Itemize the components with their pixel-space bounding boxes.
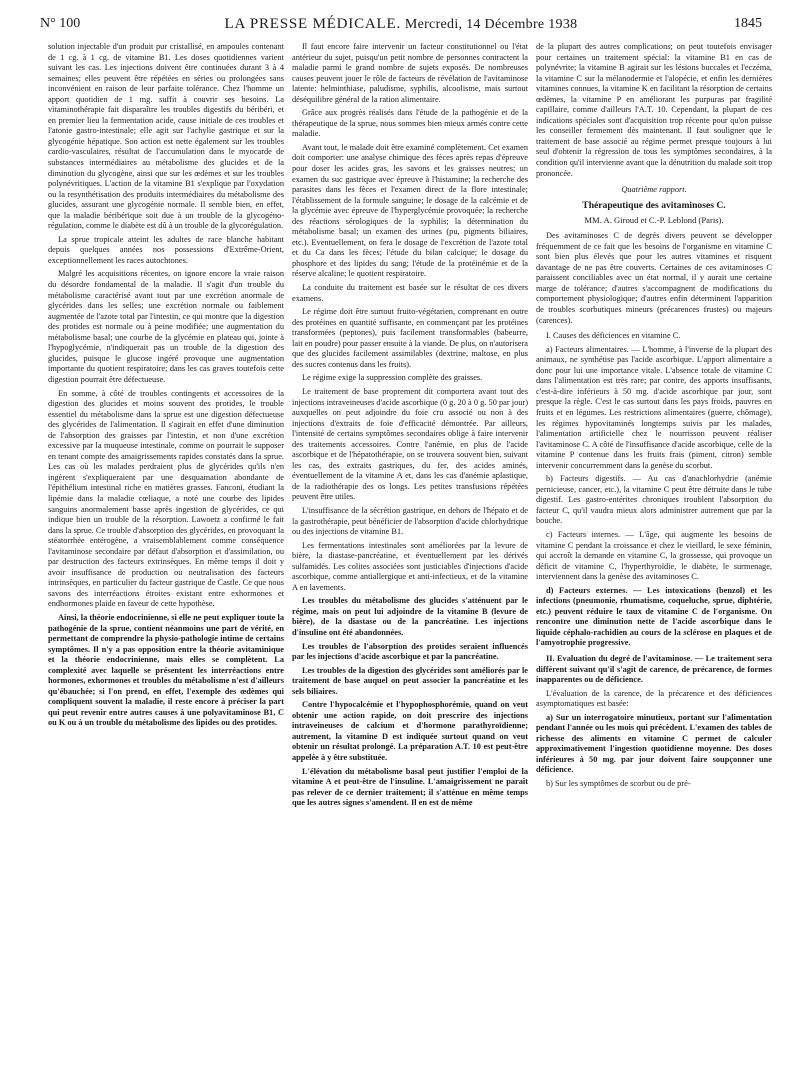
paragraph: a) Sur un interrogatoire minutieux, portant sur l'alimentation pendant l'année ou les mois qui précèdent. L'examen des tables de richesse des aliments en vitamine C permet de calculer approximativement l'ingestion quotidienne moyenne. Des doses inférieures à 50 mg. par jour doivent faire soupçonner une déficience. <box>536 712 772 775</box>
paragraph: a) Facteurs alimentaires. — L'homme, à l'inverse de la plupart des animaux, ne synthétise pas l'acide ascorbique. L'apport alimentaire a donc pour lui une importance vitale. L'absence totale de vitamine C dans l'alimentation est très rare; par contre, des apports insuffisants, c'est-à-dire inférieurs à 50 mg. d'acide ascorbique par jour, sont presque la règle. C'est le cas surtout dans les pays froids, pauvres en fruits et en légumes. Les restrictions alimentaires (guerre, chômage), les régimes hypovitaminés longtemps suivis par les malades, l'alimentation artificielle chez le nourrisson peuvent réaliser l'avitaminose C. A côté de l'insuffisance d'acide ascorbique, celle de la vitamine P contenue dans les fruits frais (piment, citron) semble intervenir concurremment dans la genèse du scorbut. <box>536 344 772 470</box>
column-middle <box>292 42 528 1078</box>
paragraph: Les troubles du métabolisme des glucides s'atténuent par le régime, mais on peut lui adjoindre de la vitamine B (levure de bière), de la diastase ou de la pancréatine. Les injections d'insuline ont été abandonnées. <box>292 596 528 637</box>
column-right <box>536 42 772 1078</box>
report-authors: MM. A. Giroud et C.-P. Leblond (Paris). <box>584 214 724 225</box>
paragraph: b) Sur les symptômes de scorbut ou de pré- <box>546 779 691 788</box>
page-number: 1845 <box>734 16 762 31</box>
paragraph: Il faut encore faire intervenir un facteur constitutionnel ou l'état antérieur du sujet, puisqu'un petit nombre de personnes contractent la maladie parmi le grand nombre de sujets exposés. De nombreuses causes peuvent jouer le rôle de facteurs de révélation de l'avitaminose latente: helminthiase, paludisme, syphilis, alcoolisme, mais surtout déséquilibre général de la ration alimentaire. <box>292 42 528 104</box>
paragraph: Le régime doit être surtout fruito-végétarien, comprenant en outre des protéines en quantité suffisante, en commençant par les protéines transformées (peptones), puis facilement transformables (babeurre, lait en poudre) pour passer ensuite à la viande. De plus, on n'autorisera que des glucides facilement assimilables (dextrine, maltose, en plus des sucres contenus dans les fruits). <box>292 307 528 369</box>
paragraph: La sprue tropicale atteint les adultes de race blanche habitant depuis quelques années nos possessions d'Extrême-Orient, exceptionnellement les races autochtones. <box>48 234 284 265</box>
paragraph: de la plupart des autres complications; on peut toutefois envisager pour certaines un traitement spécial: la vitamine B1 en cas de polynévrite; la vitamine B agirait sur les lésions buccales et l'eczéma, la vitamine C sur la mélanodermie et l'alopécie, et enfin les dernières vitamines connues, la vitamine K en facilitant la résorption de certains œdèmes, la vitamine P en améliorant les purpuras par fragilité capillaire, comme d'ailleurs l'A.T. 10. Cependant, la plupart de ces indications spéciales sont d'acquisition trop récente pour qu'on puisse les conseiller fermement dès maintenant. Il faut souligner que le traitement de base associé au régime permet presque toujours à lui seul d'obtenir la régression de tous les symptômes secondaires, à la condition qu'il intervienne avant que la dénutrition du malade soit trop prononcée. <box>536 42 772 178</box>
page-header <box>40 14 762 34</box>
paragraph: En somme, à côté de troubles contingents et accessoires de la digestion des glucides et moins souvent des protides, le trouble essentiel du métabolisme dans la sprue est une digestion défectueuse des glycérides de l'alimentation. Il s'agirait en effet d'une diminution de l'absorption des graisses par l'intestin, et non d'une excrétion excessive par la muqueuse intestinale, comme on pourrait le supposer en tenant compte des amaigrissements rapides constatés dans la sprue. Les cas où les malades perdraient plus de glycérides qu'ils n'en ingèrent s'expliqueraient par une desquamation abondante de l'épithélium intestinal riche en matières grasses. Fanconi, étudiant la lipémie dans la maladie cœliaque, a noté une courbe des lipides sanguins anormalement basse après ingestion de glycérides, ce qui indique bien un trouble de la résorption. Lawoetz a confirmé le fait dans la sprue. Ce trouble d'absorption des glycérides, en provoquant la stéatorrhée entérogène, a vraisemblablement comme conséquence l'avitaminose secondaire par défaut d'absorption et d'assimilation, ou par destruction des facteurs extrinsèques. En même temps il doit y avoir insuffisance de production ou neutralisation des facteurs intrinsèques, en particulier du facteur gastrique de Castle. Ce que nous savons des interréactions étroites existant entre exhormones et endhormones plaide en faveur de cette hypothèse. <box>48 388 284 609</box>
section-heading: I. Causes des déficiences en vitamine C. <box>546 331 681 341</box>
paragraph: Le traitement de base proprement dit comportera avant tout des injections intraveineuses d'acide ascorbique (0 g. 20 à 0 g. 50 par jour) auxquelles on peut adjoindre du foie cru associé ou non à des injections d'extraits de foie d'efficacité démontrée. Par ailleurs, l'intensité de certains symptômes secondaires oblige à faire intervenir des traitements accessoires. Contre l'anémie, en plus de l'acide ascorbique et de l'hépatothérapie, on se trouvera souvent bien, suivant les cas, des extraits gastriques, du fer, des acides aminés, éventuellement de la vitamine A et, dans les cas d'anémie aplastique, de la radiothérapie des os longs. Les petites transfusions répétées peuvent être utiles. <box>292 386 528 502</box>
issue-date: Mercredi, 14 Décembre 1938 <box>404 17 578 32</box>
paragraph: Le régime exige la suppression complète des graisses. <box>302 373 483 383</box>
report-title: Thérapeutique des avitaminoses C. <box>582 199 726 211</box>
paragraph: L'élévation du métabolisme basal peut justifier l'emploi de la vitamine A et peut-être de l'insuline. L'amaigrissement ne paraît pas relever de ce dernier traitement; il s'atténue en même temps que les autres signes s'amendent. Il en est de même <box>292 766 528 808</box>
paragraph: Malgré les acquisitions récentes, on ignore encore la vraie raison du désordre fondamental de la maladie. Il s'agit d'un trouble du métabolisme caractérisé avant tout par une excrétion anormale de glycérides dans les selles; une excrétion normale ou faiblement augmentée de l'azote total par l'intestin, ce qui montre que la digestion des protides est normale ou à peine modifiée; une augmentation du métabolisme basal; une courbe de la glycémie en plateau qui, jointe à l'hypoglycémie, n'indiquerait pas un trouble de la digestion des glucides, puisque le glucose ingéré provoque une augmentation importante du quotient respiratoire; dans les cas graves toutefois cette digestion pourrait être défectueuse. <box>48 269 284 384</box>
paragraph: L'insuffisance de la sécrétion gastrique, en dehors de l'hépato et de la gastrothérapie, peut bénéficier de l'absorption d'acide chlorhydrique ou des injections de vitamine B1. <box>292 505 528 537</box>
paragraph: c) Facteurs internes. — L'âge, qui augmente les besoins de vitamine C pendant la croissance et chez le vieillard, le sexe féminin, qui accroît la demande en vitamine C, la grossesse, qui provoque un déficit de vitamine C, l'hyperthyroïdie, le diabète, le surmenage, interviennent dans la genèse des avitaminoses C. <box>536 529 772 582</box>
paragraph: Les troubles de la digestion des glycérides sont améliorés par le traitement de base auquel on peut associer la pancréatine et les sels biliaires. <box>292 665 528 696</box>
paragraph: Les troubles de l'absorption des protides seraient influencés par les injections d'acide ascorbique et par la pancréatine. <box>292 641 528 662</box>
paragraph: Avant tout, le malade doit être examiné complètement. Cet examen doit comporter: une analyse chimique des fèces après repas d'épreuve pour doser les acides gras, les savons et les graisses neutres; un examen du suc gastrique avec épreuve à l'histamine; la recherche des parasites dans les fèces et l'examen direct de la flore intestinale; l'établissement de la formule sanguine; le dosage de la calcémie et de la glycémie avec épreuve de l'hyperglycémie provoquée; la recherche des réactions sérologiques de la syphilis; la détermination du métabolisme basal; un examen des urines (pu, pigments biliaires, etc.). Eventuellement, on fera le dosage de l'excrétion de l'azote total et du Ca dans les fèces; l'étude du bilan calcique; le dosage du phosphore et des lipides du sang; l'étude de la protéinémie et de la réserve alcaline; le quotient respiratoire. <box>292 142 528 279</box>
journal-title: LA PRESSE MÉDICALE. <box>224 16 402 32</box>
paragraph: Grâce aux progrès réalisés dans l'étude de la pathogénie et de la thérapeutique de la sprue, nous sommes bien mieux armés contre cette maladie. <box>292 108 528 139</box>
section-heading: II. Evaluation du degré de l'avitaminose. — Le traitement sera différent suivant qu'il s'agit de carence, de précarence, de formes inapparentes ou de déficience. <box>536 653 772 685</box>
issue-number: N° 100 <box>40 16 81 31</box>
report-label: Quatrième rapport. <box>621 185 687 195</box>
paragraph: Des avitaminoses C de degrés divers peuvent se développer fréquemment de ce fait que les besoins de l'organisme en vitamine C sont bien plus élevés que pour les autres vitamines et risquent davantage de ne pas être couverts. Certaines de ces avitaminoses C paraissent conciliables avec un état normal, il y aurait une certaine marge de tolérance; d'autres s'accompagnent de modifications du comportement physiologique; d'autres enfin déterminent l'apparition de troubles scorbutiques mineurs (précarences frustes) ou majeurs (carences). <box>536 231 772 325</box>
column-left <box>48 42 284 1078</box>
paragraph: Contre l'hypocalcémie et l'hypophosphorémie, quand on veut obtenir une action rapide, on doit prescrire des injections intraveineuses de calcium et d'hormone parathyroïdienne; autrement, la vitamine D est indiquée surtout quand on veut obtenir un résultat prolongé. La préparation A.T. 10 est peut-être appelée à y être substituée. <box>292 700 528 762</box>
paragraph: d) Facteurs externes. — Les intoxications (benzol) et les infections (pneumonie, rhumatisme, coqueluche, sprue, diphtérie, etc.) peuvent réduire le taux de vitamine C de l'organisme. On rencontre une diminution nette de l'acide ascorbique dans le liquide céphalo-rachidien au cours de la sclérose en plaques et de l'amyotrophie progressive. <box>536 585 772 648</box>
paragraph: b) Facteurs digestifs. — Au cas d'anachlorhydrie (anémie pernicieuse, cancer, etc.), la vitamine C peut être détruite dans le tube digestif. Les gastro-entérites chroniques troublent l'absorption du facteur C, qu'il vaudra mieux alors administrer autrement que par la bouche. <box>536 474 772 526</box>
paragraph: solution injectable d'un produit pur cristallisé, en ampoules contenant de 1 cg. à 1 cg. de vitamine B1. Les doses quotidiennes varient suivant les cas. Les injections doivent être continuées durant 3 à 4 semaines; elles peuvent être répétées en séries ou prolongées sans inconvénient en raison de leur parfaite tolérance. Chez l'homme un apport quotidien de 1 mg. suffit à couvrir ses besoins. La vitaminothérapie fait disparaître les troubles digestifs du béribéri, et en premier lieu la fermentation acide, cause initiale de ces troubles et l'atonie gastro-intestinale; elle agit sur l'achylie gastrique et sur la glycogénie hépatique. Son action est nette également sur les troubles cardio-vasculaires, résultat de l'accumulation dans le myocarde de substances intermédiaires au métabolisme des glucides et de la diminution du glycogène, ainsi que sur les œdèmes et sur les troubles polynévritiques. L'action de la vitamine B1 s'explique par l'oxydation ou la resynthétisation des produits intermédiaires du métabolisme des glucides, assurant une glycogénie normale. Il semble bien, en effet, que la maladie béribérique soit due à un trouble de la glycogéno-régulation, comme le diabète est dû à un trouble de la glycorégulation. <box>48 42 284 231</box>
paragraph: L'évaluation de la carence, de la précarence et des déficiences asymptomatiques est basée: <box>536 688 772 709</box>
paragraph: Les fermentations intestinales sont améliorées par la levure de bière, la diastase-pancréatine, et éventuellement par les dérivés sulfamidés. Les colites associées sont justiciables d'injections d'acide ascorbique, comme antiallergique et anti-infectieux, et de la vitamine A en lavements. <box>292 540 528 592</box>
paragraph: Ainsi, la théorie endocrinienne, si elle ne peut expliquer toute la pathogénie de la sprue, contient néanmoins une part de vérité, en permettant de comprendre la physio-pathologie intime de certains symptômes. Il n'y a pas opposition entre la théorie avitaminique et la théorie endocrinienne, mais elles se complètent. La complexité avec laquelle se présentent les interréactions entre hormones, exhormones et troubles du métabolisme n'est d'ailleurs qu'ébauchée; si l'on prend, en effet, l'exemple des œdèmes qui compliquent souvent la maladie, il reste encore à préciser la part qui peut revenir entre autres causes à une polyavitaminose B1, C ou K ou à un trouble du métabolisme des lipides ou des protides. <box>48 612 284 728</box>
paragraph: La conduite du traitement est basée sur le résultat de ces divers examens. <box>292 283 528 303</box>
